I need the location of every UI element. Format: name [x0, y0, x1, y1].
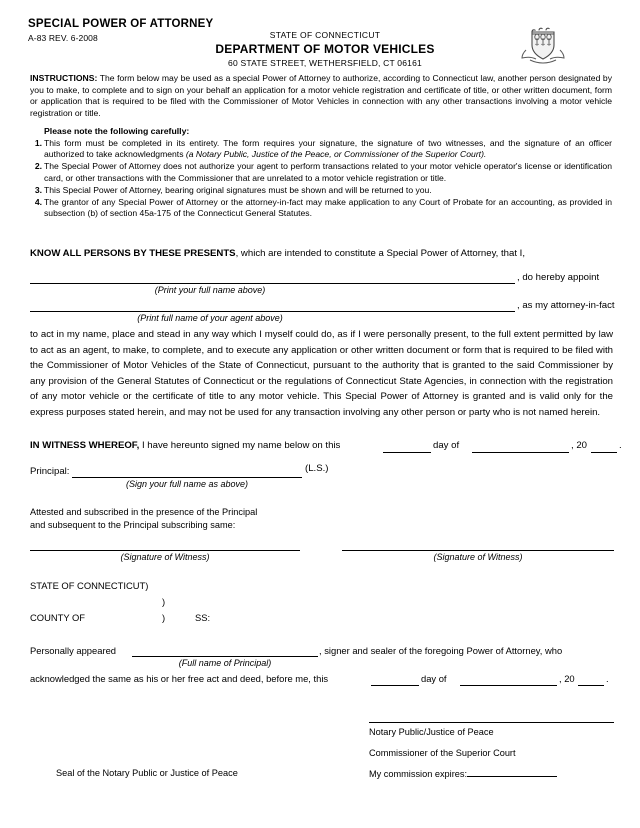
notary-period: .	[606, 673, 609, 684]
list-item	[30, 197, 612, 220]
notary-day-of-label: day of	[421, 673, 447, 684]
county-paren: )	[162, 612, 166, 623]
principal-blank-label: (Print your full name above)	[154, 285, 266, 295]
full-name-of-principal-label: (Full name of Principal)	[178, 658, 272, 668]
in-witness-whereof-rest: I have hereunto signed my name below on this	[141, 440, 341, 451]
department-name: DEPARTMENT OF MOTOR VEHICLES	[215, 42, 435, 56]
list-item-number: 2.	[34, 161, 42, 172]
list-item	[30, 138, 612, 161]
witness-signature-label-left: (Signature of Witness)	[120, 552, 210, 562]
brace-row	[30, 594, 166, 610]
agent-blank-suffix: , as my attorney-in-fact	[517, 300, 615, 311]
principal-signature-label: Principal:	[30, 466, 70, 477]
notary-day-blank[interactable]	[371, 685, 419, 686]
acknowledgement-text: acknowledged the same as his or her free act and deed, before me, this	[30, 673, 329, 684]
department-address: 60 STATE STREET, WETHERSFIELD, CT 06161	[228, 58, 422, 68]
commission-expires-row	[369, 764, 557, 785]
grant-of-authority-paragraph: to act in my name, place and stead in any way which I myself could do, as if I were personally present, to the full extent permitted by law to act as an agent, to make, to complete, and to execute any application or other written document or form that is required to be filed with the Commissioner of Motor Vehicles of the State of Connecticut, pursuant to the authority that is granted to the said Commissioner by any provision of the General Statutes of Connecticut or the regulations of Connecticut State Agencies, in connection with the registration of any motor vehicle or the certificate of title to any motor vehicle. This Special Power of Attorney is granted and is valid only for the express purposes stated herein, and may not be used for any transaction involving any other person or party who is not named herein.	[30, 329, 613, 418]
instructions-label: INSTRUCTIONS:	[30, 73, 98, 83]
know-all-persons-bold: KNOW ALL PERSONS BY THESE PRESENTS	[30, 248, 236, 259]
commission-expires-blank[interactable]	[467, 767, 557, 777]
state-paren: )	[145, 580, 149, 591]
list-item-italic: (a Notary Public, Justice of the Peace, or Commissioner of the Superior Court).	[185, 149, 487, 160]
attestation-line-1: Attested and subscribed in the presence of the Principal	[30, 507, 258, 517]
connecticut-state-seal-icon	[512, 22, 574, 68]
state-of-label: STATE OF CONNECTICUT	[30, 580, 146, 591]
notary-title-line-1: Notary Public/Justice of Peace	[369, 727, 494, 737]
personally-appeared-label: Personally appeared	[30, 645, 116, 656]
execution-day-blank[interactable]	[383, 452, 431, 453]
execution-year-prefix: , 20	[571, 440, 588, 451]
know-all-persons-rest: , which are intended to constitute a Special Power of Attorney, that I,	[235, 248, 525, 259]
notary-year-prefix: , 20	[559, 673, 575, 684]
notary-month-blank[interactable]	[460, 685, 557, 686]
list-item-text: This form must be completed in its entirety. The form requires your signature, the signature of two witnesses, and the signature of an officer authorized to take acknowledgments	[44, 138, 612, 160]
sign-your-name-note: (Sign your full name as above)	[125, 479, 249, 489]
notary-title-block	[369, 722, 557, 785]
execution-period: .	[619, 440, 622, 451]
state-of-row	[30, 578, 148, 594]
personally-appeared-suffix: , signer and sealer of the foregoing Power of Attorney, who	[319, 645, 563, 656]
list-item	[30, 185, 612, 196]
ls-seal-mark: (L.S.)	[305, 463, 329, 474]
commission-expires-label: My commission expires:	[369, 769, 468, 779]
in-witness-whereof-line	[30, 440, 340, 451]
document-header	[0, 0, 640, 72]
witness-signature-label-right: (Signature of Witness)	[433, 552, 523, 562]
execution-month-blank[interactable]	[472, 452, 569, 453]
execution-day-of-label: day of	[433, 440, 460, 451]
agency-block	[175, 30, 475, 68]
note-list	[30, 138, 612, 220]
principal-signature-blank[interactable]	[72, 477, 302, 478]
list-item-text: The Special Power of Attorney does not authorize your agent to perform transactions related to your motor vehicle operator's license or identification card, or other transactions with the Commissioner that are unrelated to a motor vehicle registration or title.	[44, 161, 612, 183]
county-of-row	[30, 610, 211, 626]
agent-blank-label: (Print full name of your agent above)	[137, 313, 283, 323]
notary-year-blank[interactable]	[578, 685, 604, 686]
state-name: STATE OF CONNECTICUT	[269, 30, 381, 40]
attestation-line-2: and subsequent to the Principal subscribing same:	[30, 520, 236, 530]
list-item-number: 3.	[34, 184, 42, 195]
note-heading: Please note the following carefully:	[44, 126, 190, 136]
principal-name-blank[interactable]	[30, 283, 515, 284]
personally-appeared-blank[interactable]	[132, 656, 318, 657]
agent-name-blank[interactable]	[30, 311, 515, 312]
notary-title-line-2: Commissioner of the Superior Court	[369, 748, 516, 758]
list-item-text: This Special Power of Attorney, bearing original signatures must be shown and will be returned to you.	[44, 184, 432, 195]
know-all-persons-line	[30, 248, 525, 259]
notary-seal-note: Seal of the Notary Public or Justice of Peace	[56, 768, 238, 778]
in-witness-whereof-bold: IN WITNESS WHEREOF,	[30, 440, 140, 451]
principal-blank-suffix: , do hereby appoint	[517, 272, 600, 283]
ss-label: SS:	[195, 612, 211, 623]
witness-signature-blank-right[interactable]	[342, 550, 614, 551]
instructions-text: The form below may be used as a special Power of Attorney to authorize, according to Connecticut law, another person designated by you to make, to complete and to sign on your behalf an application for a motor vehicle registration and certificate of title, or other written document, form or application that is required to be filed with the Commissioner of Motor Vehicles in connection with any other transactions involving a motor vehicle registration or title.	[30, 73, 612, 118]
witness-signature-blank-left[interactable]	[30, 550, 300, 551]
execution-year-blank[interactable]	[591, 452, 617, 453]
state-county-block	[30, 578, 211, 626]
instructions-paragraph	[30, 73, 612, 119]
list-item	[30, 161, 612, 184]
middle-paren: )	[162, 596, 166, 607]
form-title: SPECIAL POWER OF ATTORNEY	[28, 18, 214, 30]
list-item-number: 1.	[34, 138, 42, 148]
county-of-label: COUNTY OF	[30, 612, 86, 623]
list-item-number: 4.	[34, 196, 42, 207]
form-revision: A-83 REV. 6-2008	[28, 33, 98, 43]
attestation-text	[30, 506, 257, 532]
list-item-text: The grantor of any Special Power of Attorney or the attorney-in-fact may make application to any Court of Probate for an accounting, as provided in subsection (b) of section 45a-175 of the Connecticut General Statutes.	[44, 196, 612, 218]
